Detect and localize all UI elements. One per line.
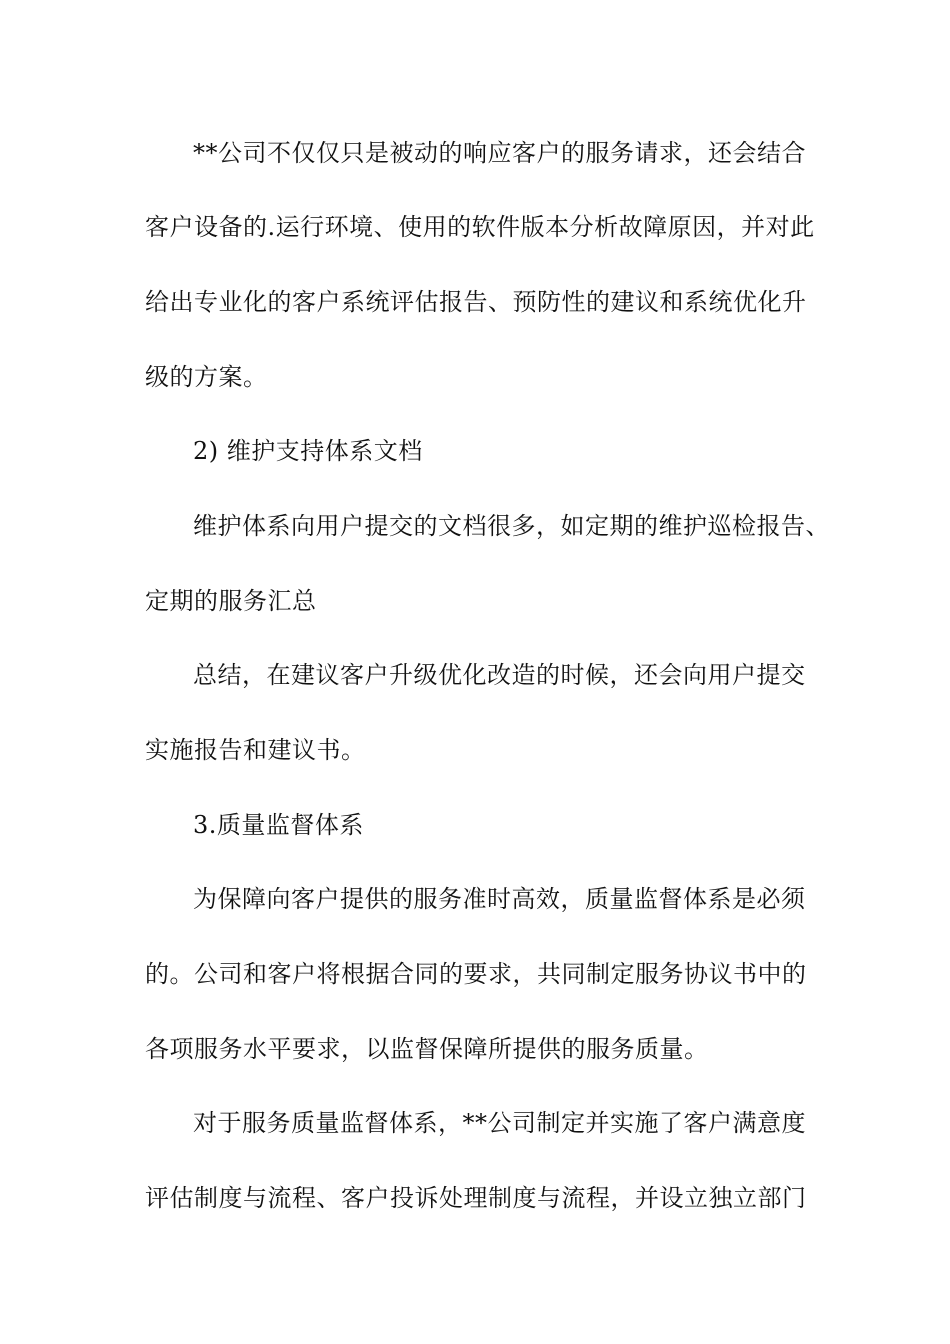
paragraph-line: 各项服务水平要求，以监督保障所提供的服务质量。 xyxy=(145,1035,709,1063)
paragraph-line: 级的方案。 xyxy=(145,363,268,391)
section-heading: 3.质量监督体系 xyxy=(193,811,364,839)
paragraph-line: **公司不仅仅只是被动的响应客户的服务请求，还会结合 xyxy=(193,139,806,167)
paragraph-line: 为保障向客户提供的服务准时高效，质量监督体系是必须 xyxy=(193,885,806,913)
paragraph-line: 维护体系向用户提交的文档很多，如定期的维护巡检报告、 xyxy=(193,512,830,540)
paragraph-line: 对于服务质量监督体系，**公司制定并实施了客户满意度 xyxy=(193,1109,806,1137)
paragraph-line: 定期的服务汇总 xyxy=(145,587,317,615)
paragraph-line: 给出专业化的客户系统评估报告、预防性的建议和系统优化升 xyxy=(145,288,807,316)
paragraph-line: 评估制度与流程、客户投诉处理制度与流程，并设立独立部门 xyxy=(145,1184,807,1212)
paragraph-line: 总结，在建议客户升级优化改造的时候，还会向用户提交 xyxy=(193,661,806,689)
paragraph-line: 实施报告和建议书。 xyxy=(145,736,366,764)
section-heading: 2) 维护支持体系文档 xyxy=(193,437,423,465)
paragraph-line: 的。公司和客户将根据合同的要求，共同制定服务协议书中的 xyxy=(145,960,807,988)
paragraph-line: 客户设备的.运行环境、使用的软件版本分析故障原因，并对此 xyxy=(145,213,815,241)
